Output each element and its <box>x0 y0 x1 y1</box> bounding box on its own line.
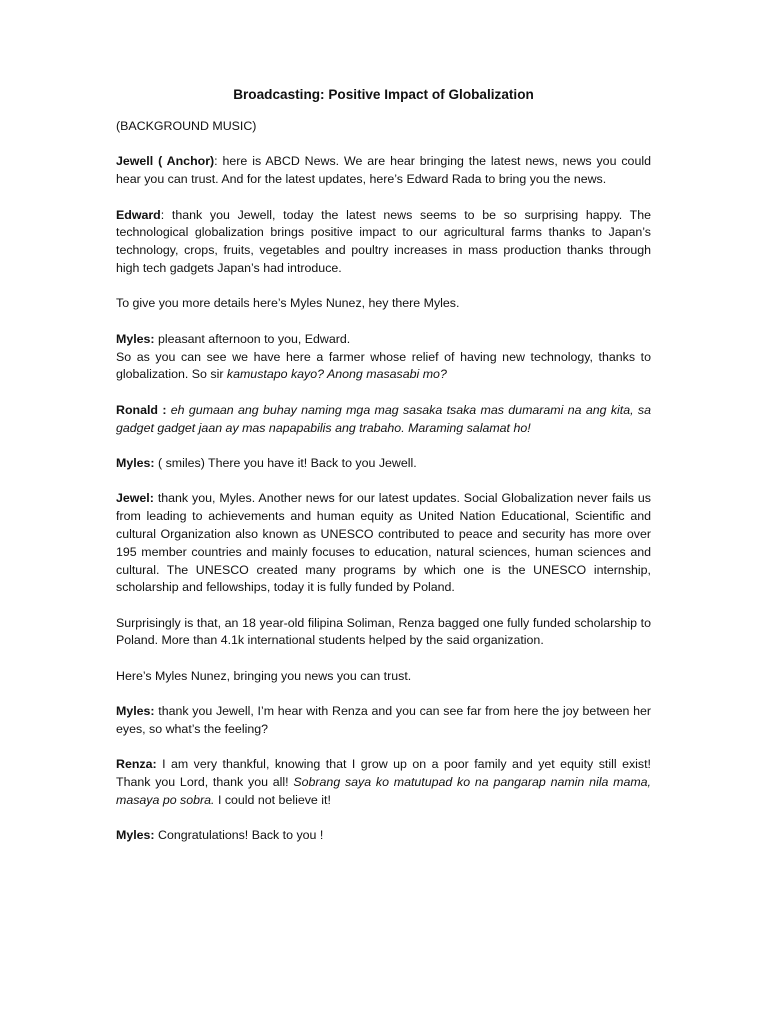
dialogue-italic: eh gumaan ang buhay naming mga mag sasaka tsaka mas dumarami na ang kita, sa gadget gadget jaan ay mas napapabilis ang trabaho. Maraming salamat ho! <box>116 402 651 435</box>
dialogue-text: I could not believe it! <box>214 793 331 808</box>
paragraph-ronald <box>116 402 651 438</box>
paragraph-myles-closing <box>116 827 651 845</box>
dialogue-italic: Sobrang saya ko matutupad ko na pangarap namin nila mama, masaya po sobra. <box>116 775 651 808</box>
paragraph-jewel-unesco <box>116 490 651 597</box>
document-title: Broadcasting: Positive Impact of Globalization <box>233 87 534 102</box>
paragraph-myles-greeting <box>116 331 651 349</box>
document-page <box>116 86 651 863</box>
dialogue-text: thank you Jewell, I’m hear with Renza and you can see far from here the joy between her eyes, so what’s the feeling? <box>116 704 651 737</box>
paragraph-edward <box>116 207 651 278</box>
paragraph-jewell-intro <box>116 153 651 189</box>
speaker-label: Myles: <box>116 455 155 470</box>
dialogue-text: thank you, Myles. Another news for our latest updates. Social Globalization never fails us from leading to achievements and human equity as United Nation Educational, Scientific and cultural Organization also known as UNESCO contributed to peace and security has more over 195 member countries and mainly focuses to education, natural sciences, human sciences and cultural. The UNESCO created many programs by which one is the UNESCO internship, scholarship and fellowships, today it is fully funded by Poland. <box>116 491 651 595</box>
speaker-label: Myles: <box>116 828 155 843</box>
dialogue-text: Congratulations! Back to you ! <box>154 828 324 843</box>
paragraph-myles-backto <box>116 455 651 473</box>
paragraph-myles-question <box>116 349 651 385</box>
speaker-label: Ronald : <box>116 402 167 417</box>
dialogue-italic: kamustapo kayo? Anong masasabi mo? <box>226 367 447 382</box>
paragraph-renza-scholarship: Surprisingly is that, an 18 year-old filipina Soliman, Renza bagged one fully funded scholarship to Poland. More than 4.1k international students helped by the said organization. <box>116 615 651 648</box>
paragraph-handoff-myles-2: Here’s Myles Nunez, bringing you news you can trust. <box>116 668 412 683</box>
speaker-label: Myles: <box>116 704 155 719</box>
dialogue-text: : thank you Jewell, today the latest news seems to be so surprising happy. The technological globalization brings positive impact to our agricultural farms thanks to Japan’s technology, crops, fruits, vegetables and poultry increases in mass production thanks through high tech gadgets Japan’s had introduce. <box>116 207 651 275</box>
dialogue-text: ( smiles) There you have it! Back to you Jewell. <box>154 455 417 470</box>
dialogue-text: I am very thankful, knowing that I grow up on a poor family and yet equity still exist! Thank you Lord, thank you all! <box>116 757 651 790</box>
speaker-label: Jewell ( Anchor) <box>116 154 215 169</box>
speaker-label: Jewel: <box>116 491 154 506</box>
dialogue-text: So as you can see we have here a farmer whose relief of having new technology, thanks to globalization. So sir <box>116 349 651 382</box>
speaker-label: Edward <box>116 207 161 222</box>
paragraph-renza <box>116 756 651 809</box>
speaker-label: Myles: <box>116 331 155 346</box>
background-note: (BACKGROUND MUSIC) <box>116 119 257 133</box>
speaker-label: Renza: <box>116 757 157 772</box>
dialogue-text: : here is ABCD News. We are hear bringing the latest news, news you could hear you can trust. And for the latest updates, here’s Edward Rada to bring you the news. <box>116 154 651 187</box>
paragraph-handoff-myles: To give you more details here’s Myles Nunez, hey there Myles. <box>116 296 460 311</box>
dialogue-text: pleasant afternoon to you, Edward. <box>154 331 351 346</box>
paragraph-myles-renza <box>116 703 651 739</box>
